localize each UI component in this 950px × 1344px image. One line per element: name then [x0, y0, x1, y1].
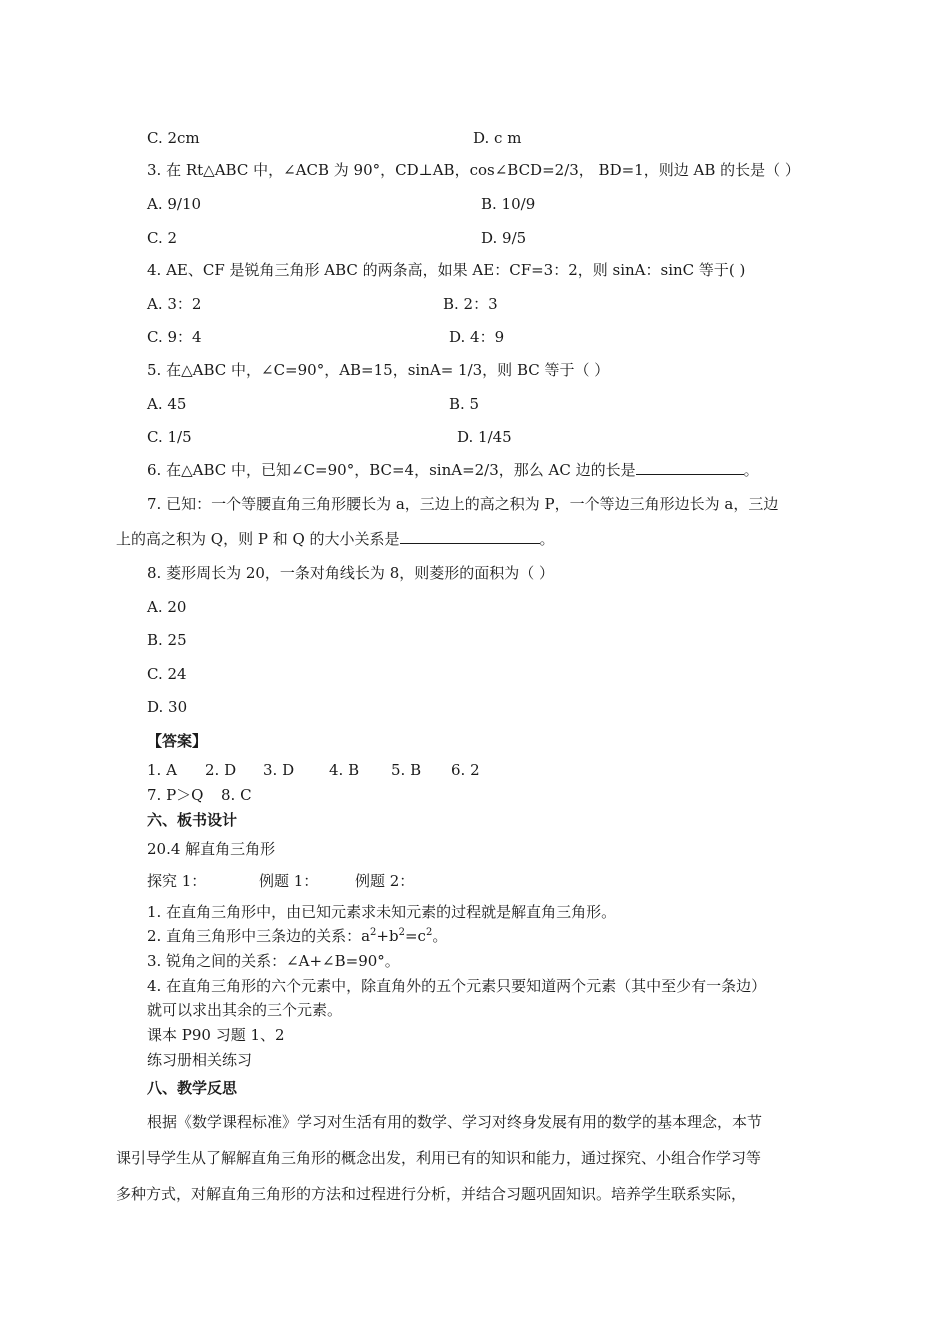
- q7-line1: 7. 已知：一个等腰直角三角形腰长为 a，三边上的高之积为 P，一个等边三角形边长为 a，三边: [147, 495, 779, 513]
- homework-1: 课本 P90 习题 1、2: [147, 1026, 285, 1044]
- explore-1: 探究 1：: [147, 872, 207, 890]
- answers-title: 【答案】: [147, 732, 208, 750]
- q3-option-a: A. 9/10: [147, 195, 202, 213]
- board-point-2: [147, 926, 447, 946]
- q7-line2: [116, 529, 555, 549]
- q5-option-b: B. 5: [449, 395, 480, 413]
- answer-7: 7. P＞Q: [147, 786, 204, 804]
- q8-option-a: A. 20: [147, 598, 187, 616]
- explore-row: [147, 871, 414, 891]
- board-point-4-line1: 4. 在直角三角形的六个元素中，除直角外的五个元素只要知道两个元素（其中至少有一条边）: [147, 977, 767, 995]
- p2-pre: 2. 直角三角形中三条边的关系：a: [147, 927, 371, 945]
- answer-6: 6. 2: [451, 761, 480, 779]
- q7-answer-blank: [400, 529, 540, 544]
- section-6-subtitle: 20.4 解直角三角形: [147, 840, 276, 858]
- example-1: 例题 1：: [259, 872, 319, 890]
- q7-text: 上的高之积为 Q，则 P 和 Q 的大小关系是: [116, 530, 400, 548]
- q5-option-d: D. 1/45: [457, 428, 512, 446]
- reflection-line-1: 根据《数学课程标准》学习对生活有用的数学、学习对终身发展有用的数学的基本理念，本节: [147, 1113, 763, 1131]
- q5-stem: 5. 在△ABC 中，∠C=90°，AB=15，sinA= 1/3，则 BC 等于（ ）: [147, 361, 610, 379]
- q3-option-d: D. 9/5: [481, 229, 527, 247]
- q4-option-d: D. 4：9: [449, 328, 505, 346]
- q4-stem: 4. AE、CF 是锐角三角形 ABC 的两条高，如果 AE：CF=3：2，则 sinA：sinC 等于( ): [147, 261, 746, 279]
- board-point-4-line2: 就可以求出其余的三个元素。: [147, 1001, 343, 1019]
- q2-option-c: C. 2cm: [147, 129, 200, 147]
- p2-end: 。: [432, 927, 448, 945]
- section-8-title: 八、教学反思: [147, 1079, 238, 1097]
- p2-mid1: +b: [376, 927, 399, 945]
- answer-5: 5. B: [391, 761, 422, 779]
- section-6-title: 六、板书设计: [147, 811, 238, 829]
- board-point-3: 3. 锐角之间的关系：∠A+∠B=90°。: [147, 952, 400, 970]
- p2-sup-a: 2: [370, 927, 377, 938]
- q4-option-b: B. 2：3: [443, 295, 498, 313]
- answer-3: 3. D: [263, 761, 295, 779]
- q8-option-c: C. 24: [147, 665, 187, 683]
- q6-end: 。: [743, 461, 759, 479]
- q5-option-c: C. 1/5: [147, 428, 192, 446]
- reflection-line-2: 课引导学生从了解解直角三角形的概念出发，利用已有的知识和能力，通过探究、小组合作学习等: [116, 1149, 762, 1167]
- q8-stem: 8. 菱形周长为 20，一条对角线长为 8，则菱形的面积为（ ）: [147, 564, 555, 582]
- q3-option-b: B. 10/9: [481, 195, 536, 213]
- q6-text: 6. 在△ABC 中，已知∠C=90°，BC=4，sinA=2/3，那么 AC 边的长是: [147, 461, 636, 479]
- q6-answer-blank: [636, 460, 744, 475]
- q4-option-a: A. 3：2: [147, 295, 202, 313]
- q6-stem: [147, 460, 759, 480]
- q8-option-d: D. 30: [147, 698, 188, 716]
- p2-sup-b: 2: [398, 927, 405, 938]
- q2-option-d: D. c m: [473, 129, 522, 147]
- answer-8: 8. C: [221, 786, 252, 804]
- p2-sup-c: 2: [425, 927, 433, 938]
- answers-row-1: [147, 760, 480, 780]
- q7-end: 。: [539, 530, 555, 548]
- q5-option-a: A. 45: [147, 395, 187, 413]
- answer-1: 1. A: [147, 761, 177, 779]
- answer-2: 2. D: [205, 761, 237, 779]
- example-2: 例题 2：: [355, 872, 415, 890]
- answers-row-2: [147, 785, 252, 805]
- answer-4: 4. B: [329, 761, 360, 779]
- q3-stem: 3. 在 Rt△ABC 中，∠ACB 为 90°，CD⊥AB，cos∠BCD=2/3， BD=1，则边 AB 的长是（ ）: [147, 161, 800, 179]
- p2-mid2: =c: [404, 927, 426, 945]
- board-point-1: 1. 在直角三角形中，由已知元素求未知元素的过程就是解直角三角形。: [147, 903, 617, 921]
- q8-option-b: B. 25: [147, 631, 187, 649]
- q3-option-c: C. 2: [147, 229, 178, 247]
- q4-option-c: C. 9：4: [147, 328, 202, 346]
- reflection-line-3: 多种方式，对解直角三角形的方法和过程进行分析，并结合习题巩固知识。培养学生联系实际，: [116, 1185, 747, 1203]
- homework-2: 练习册相关练习: [147, 1051, 253, 1069]
